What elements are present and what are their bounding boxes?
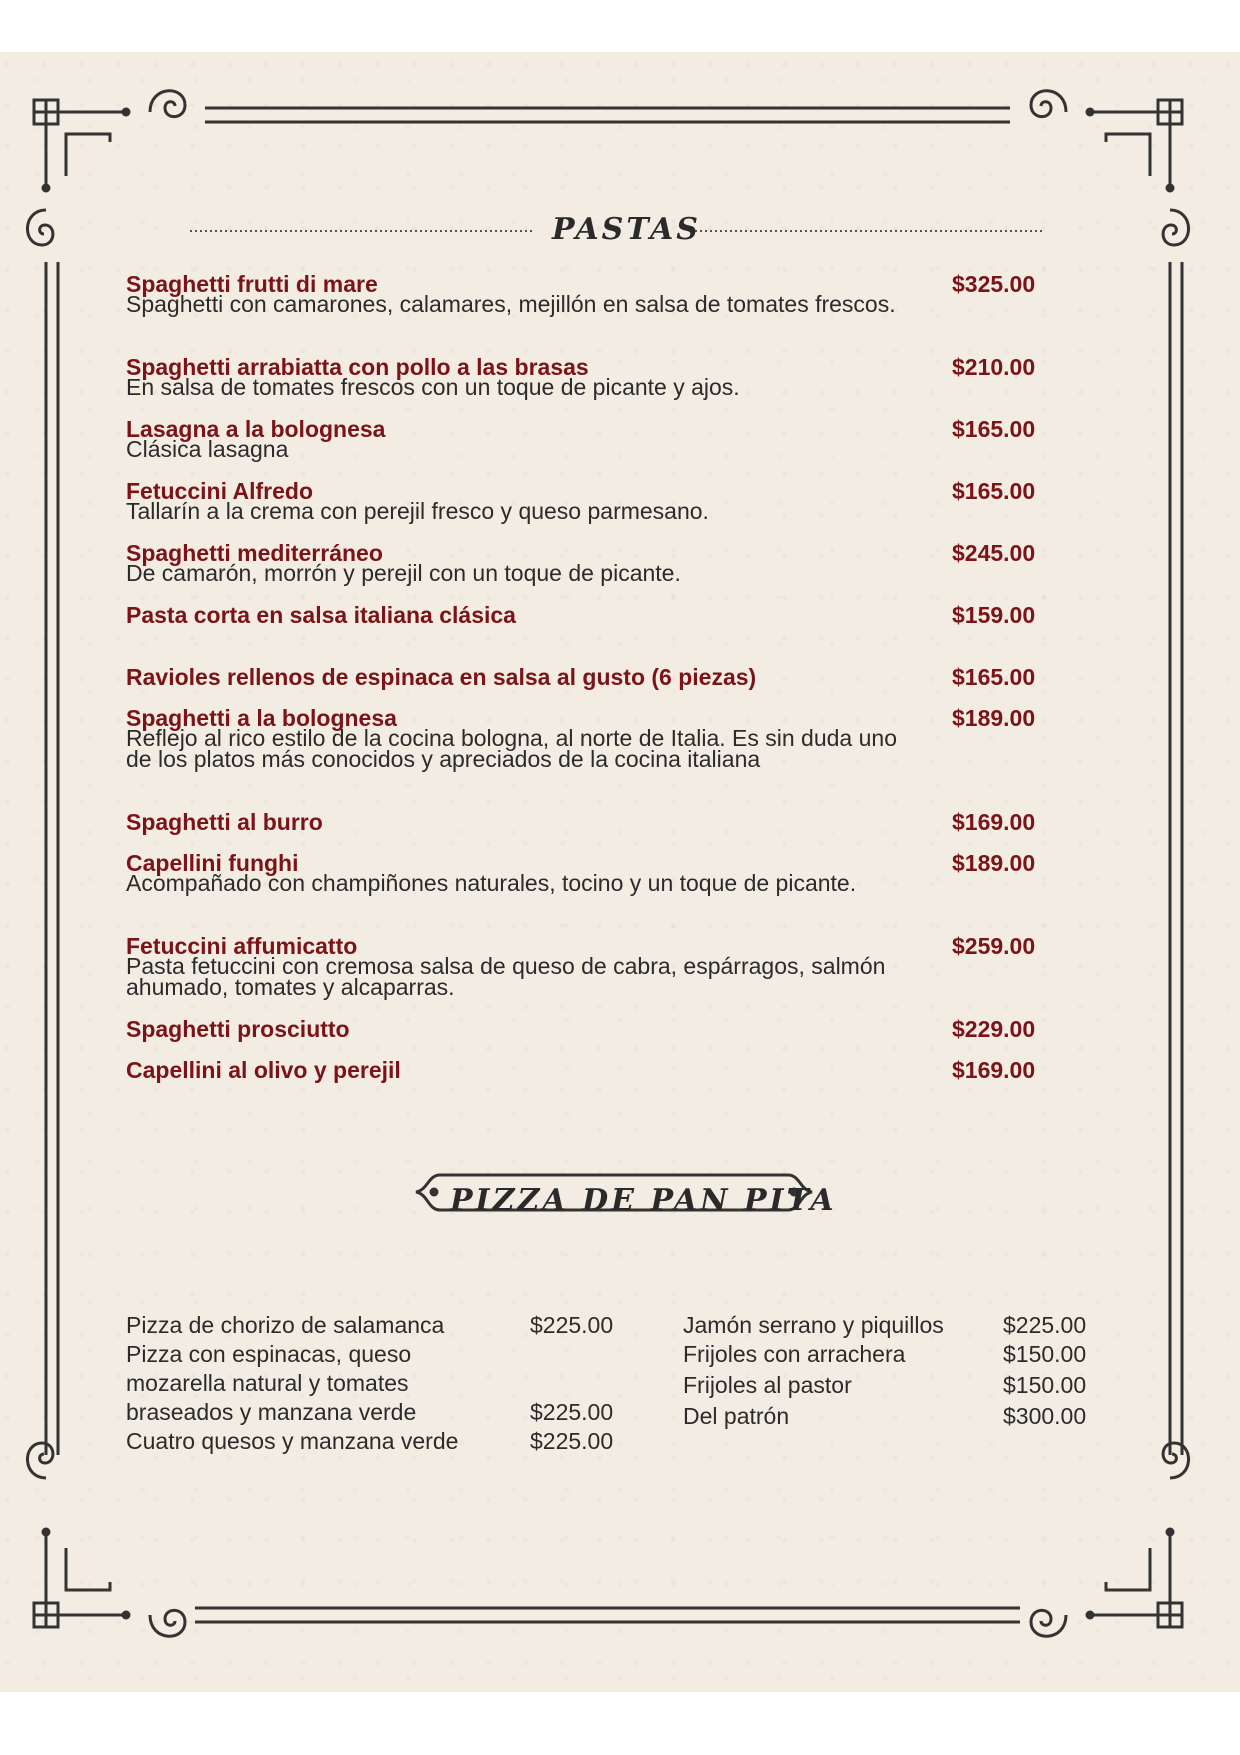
item-name: Spaghetti prosciutto xyxy=(126,1016,350,1042)
pizza-item-name: Del patrón xyxy=(683,1403,790,1429)
item-description: Clásica lasagna xyxy=(126,436,289,462)
corner-ornament-bottom-left xyxy=(27,1443,185,1636)
pizza-item-name: Pizza de chorizo de salamanca xyxy=(126,1312,445,1338)
pasta-item xyxy=(126,272,1046,315)
item-price: $165.00 xyxy=(952,416,1036,442)
pizza-item-name: Jamón serrano y piquillos xyxy=(683,1312,944,1338)
item-name: Ravioles rellenos de espinaca en salsa al gusto (6 piezas) xyxy=(126,664,757,690)
pasta-item xyxy=(126,479,1046,522)
pizza-item-price: $150.00 xyxy=(1003,1341,1087,1367)
pasta-item xyxy=(126,417,1046,460)
pasta-item xyxy=(126,665,1046,689)
pizza-item-name: mozarella natural y tomates xyxy=(126,1370,409,1396)
item-price: $210.00 xyxy=(952,354,1036,380)
pasta-item xyxy=(126,934,1046,998)
pasta-item xyxy=(126,810,1046,834)
item-name: Spaghetti arrabiatta con pollo a las brasas xyxy=(126,354,589,380)
item-name: Spaghetti mediterráneo xyxy=(126,540,383,566)
item-description: En salsa de tomates frescos con un toque de picante y ajos. xyxy=(126,374,740,400)
pasta-item xyxy=(126,355,1046,398)
pizza-item-name: Pizza con espinacas, queso xyxy=(126,1341,412,1367)
item-price: $165.00 xyxy=(952,478,1036,504)
pasta-item xyxy=(126,603,1046,627)
pasta-item xyxy=(126,541,1046,584)
pasta-item xyxy=(126,1058,1046,1082)
item-name: Spaghetti al burro xyxy=(126,809,323,835)
item-name: Pasta corta en salsa italiana clásica xyxy=(126,602,516,628)
item-name: Fetuccini Alfredo xyxy=(126,478,313,504)
pizza-section-title: PIZZA DE PAN PITA xyxy=(450,1183,837,1218)
item-price: $169.00 xyxy=(952,809,1036,835)
pasta-item xyxy=(126,851,1046,894)
corner-ornament-top-right xyxy=(1031,91,1189,245)
pasta-item xyxy=(126,706,1046,770)
item-name: Spaghetti frutti di mare xyxy=(126,271,378,297)
pizza-item-name: Frijoles con arrachera xyxy=(683,1341,906,1367)
item-description: Reflejo al rico estilo de la cocina bologna, al norte de Italia. Es sin duda uno de los platos más conocidos y apreciados de la cocina italiana xyxy=(126,725,897,772)
item-price: $169.00 xyxy=(952,1057,1036,1083)
pizza-item-name: Cuatro quesos y manzana verde xyxy=(126,1428,459,1454)
item-price: $259.00 xyxy=(952,933,1036,959)
item-description: Acompañado con champiñones naturales, tocino y un toque de picante. xyxy=(126,870,857,896)
item-name: Fetuccini affumicatto xyxy=(126,933,358,959)
item-price: $165.00 xyxy=(952,664,1036,690)
item-name: Capellini al olivo y perejil xyxy=(126,1057,401,1083)
item-description: De camarón, morrón y perejil con un toque de picante. xyxy=(126,560,681,586)
item-price: $189.00 xyxy=(952,850,1036,876)
item-price: $189.00 xyxy=(952,705,1036,731)
item-name: Lasagna a la bolognesa xyxy=(126,416,386,442)
item-name: Capellini funghi xyxy=(126,850,299,876)
pizza-item-price: $225.00 xyxy=(1003,1312,1087,1338)
pastas-section-title: PASTAS xyxy=(552,212,701,247)
corner-ornament-top-left xyxy=(27,91,185,245)
pizza-item-name: Frijoles al pastor xyxy=(683,1372,852,1398)
pizza-item-price: $300.00 xyxy=(1003,1403,1087,1429)
item-price: $325.00 xyxy=(952,271,1036,297)
pizza-item-name: braseados y manzana verde xyxy=(126,1399,417,1425)
item-description: Pasta fetuccini con cremosa salsa de queso de cabra, espárragos, salmón ahumado, tomates y alcaparras. xyxy=(126,953,886,1000)
item-price: $159.00 xyxy=(952,602,1036,628)
pasta-item xyxy=(126,1017,1046,1041)
item-price: $229.00 xyxy=(952,1016,1036,1042)
pizza-item-price: $225.00 xyxy=(530,1399,614,1425)
pizza-item-price: $225.00 xyxy=(530,1312,614,1338)
item-description: Tallarín a la crema con perejil fresco y queso parmesano. xyxy=(126,498,709,524)
pizza-item-price: $225.00 xyxy=(530,1428,614,1454)
corner-ornament-bottom-right xyxy=(1031,1443,1189,1636)
item-price: $245.00 xyxy=(952,540,1036,566)
pizza-item-price: $150.00 xyxy=(1003,1372,1087,1398)
item-name: Spaghetti a la bolognesa xyxy=(126,705,397,731)
item-description: Spaghetti con camarones, calamares, mejillón en salsa de tomates frescos. xyxy=(126,291,896,317)
